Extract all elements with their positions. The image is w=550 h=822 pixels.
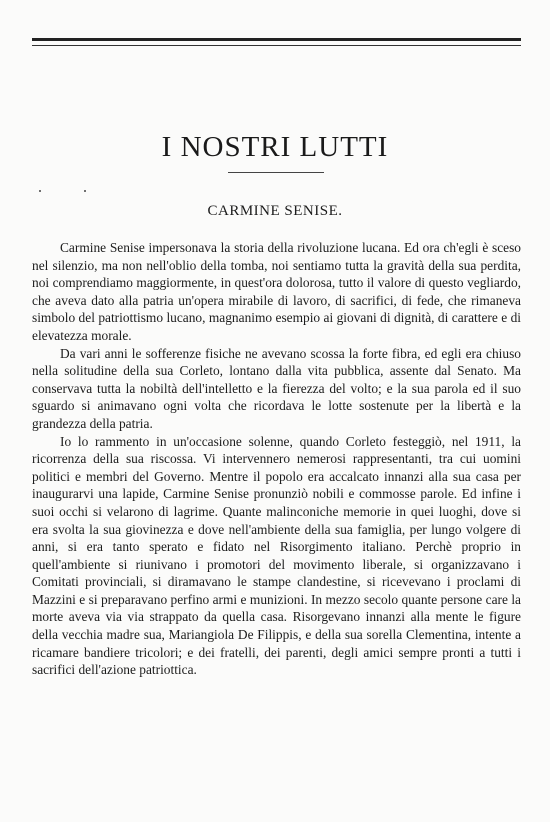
article-body bbox=[32, 239, 521, 679]
paragraph: Io lo rammento in un'occasione solenne, quando Corleto festeggiò, nel 1911, la ricorrenza della sua riscossa. Vi intervennero nemerosi rappresentanti, tra cui uomini politici e membri del Governo. Mentre il popolo era accalcato innanzi alla sua casa per inaugurarvi una lapide, Carmine Senise pronunziò nobili e commosse parole. Ed infine i suoi occhi si velarono di lagrime. Quante malinconiche memorie in quei luoghi, dove si era svolta la sua giovinezza e dove nell'ambiente della sua famiglia, per lungo volgere di anni, si era tanto sperato e fidato nel Risorgimento italiano. Perchè proprio in quell'ambiente si riunivano i promotori del movimento liberale, si organizzavano i Comitati provinciali, si diramavano le stampe clandestine, si ricevevano i proclami di Mazzini e si preparavano perfino armi e munizioni. In mezzo secolo quante persone care la morte aveva via via strappato da quella casa. Risorgevano innanzi alla mente le figure della vecchia madre sua, Mariangiola De Filippis, e della sua sorella Clementina, intente a ricamare bandiere tricolori; e dei fratelli, dei parenti, degli amici sempre pronti a tutti i sacrifici dell'azione patriottica. bbox=[32, 433, 521, 678]
title-underline bbox=[228, 172, 324, 173]
top-rule-thin bbox=[32, 45, 521, 46]
page-title: I NOSTRI LUTTI bbox=[161, 131, 389, 163]
article-heading: CARMINE SENISE. bbox=[207, 203, 343, 219]
print-speck bbox=[84, 190, 86, 192]
print-speck bbox=[39, 190, 41, 192]
paragraph: Carmine Senise impersonava la storia della rivoluzione lucana. Ed ora ch'egli è sceso nel silenzio, ma non nell'oblio della tomba, noi sentiamo tutta la gravità della sua perdita, noi comprendiamo maggiormente, in quest'ora dolorosa, tutto il valore di questo vegliardo, che aveva dato alla patria un'opera mirabile di lavoro, di sacrifici, di fede, che rimaneva simbolo del patriottismo lucano, magnanimo esempio ai giovani di dignità, di carattere e di elevatezza morale. bbox=[32, 240, 521, 343]
top-rule-thick bbox=[32, 38, 521, 41]
paragraph: Da vari anni le sofferenze fisiche ne avevano scossa la forte fibra, ed egli era chiuso nella solitudine della sua Corleto, lontano dalla vita pubblica, assente dal Senato. Ma conservava tutta la nobiltà dell'intelletto e la fierezza del volto; e la sua parola ed il suo sguardo si animavano ogni volta che ricordava le lotte sostenute per la libertà e la grandezza della patria. bbox=[32, 345, 521, 431]
